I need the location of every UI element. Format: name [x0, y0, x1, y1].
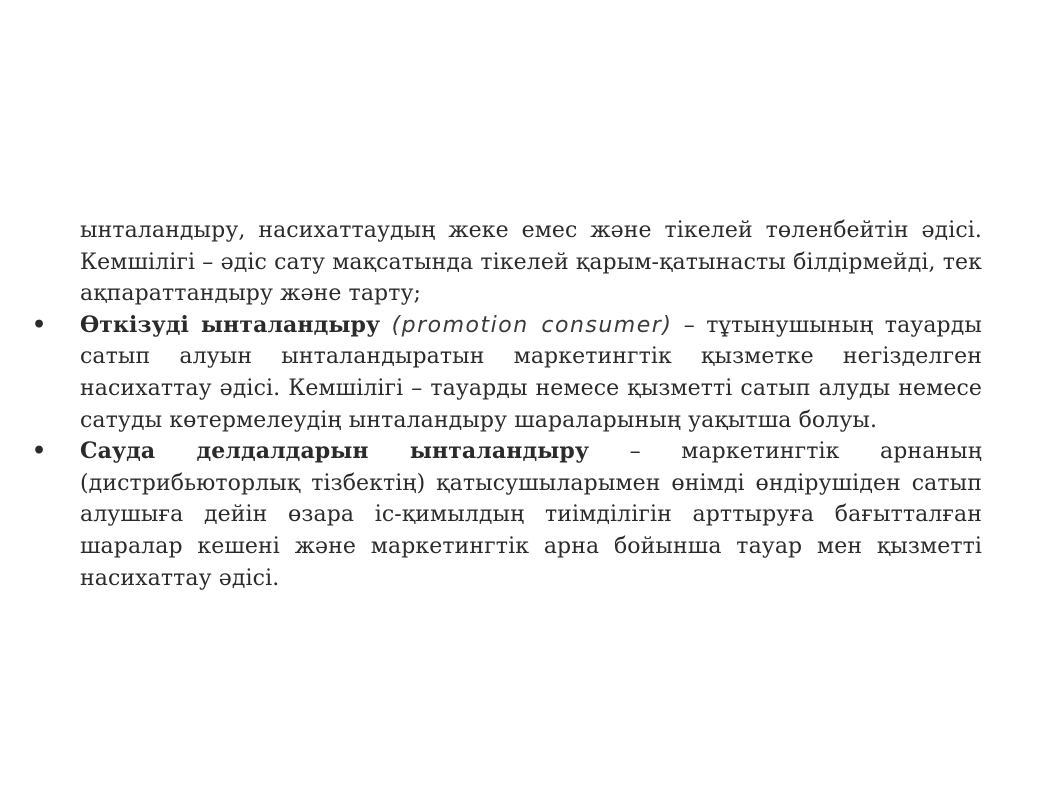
list-item-sales-promotion	[32, 310, 982, 436]
intro-paragraph: ынталандыру, насихаттаудың жеке емес және тікелей төленбейтін әдісі. Кемшілігі – әдіс сату мақсатында тікелей қарым-қатынасты білдірмейді, тек ақпараттандыру және тарту;	[80, 218, 982, 307]
definition-sales-promotion: – тұтынушының тауарды сатып алуын ынталандыратын маркетингтік қызметке негізделген насихаттау әдісі. Кемшілігі – тауарды немесе қызметті сатып алуды немесе сатуды көтермелеудің ынталандыру шараларының уақытша болуы.	[80, 312, 982, 433]
english-term: (promotion consumer)	[391, 312, 673, 338]
term-sales-promotion: Өткізуді ынталандыру	[80, 311, 381, 338]
bullet-icon: •	[32, 311, 47, 338]
definition-trade-promotion: – маркетингтік арнаның (дистрибьюторлық тізбектің) қатысушыларымен өнімді өндірушіден сатып алушыға дейін өзара іс-қимылдың тиімділігін арттыруға бағытталған шаралар кешені және маркетингтік арна бойынша тауар мен қызметті насихаттау әдісі.	[80, 439, 982, 591]
bullet-icon: •	[32, 438, 47, 465]
term-trade-promotion: Сауда делдалдарын ынталандыру	[80, 438, 590, 465]
list-item-trade-promotion	[32, 436, 982, 594]
document-body	[32, 215, 982, 594]
